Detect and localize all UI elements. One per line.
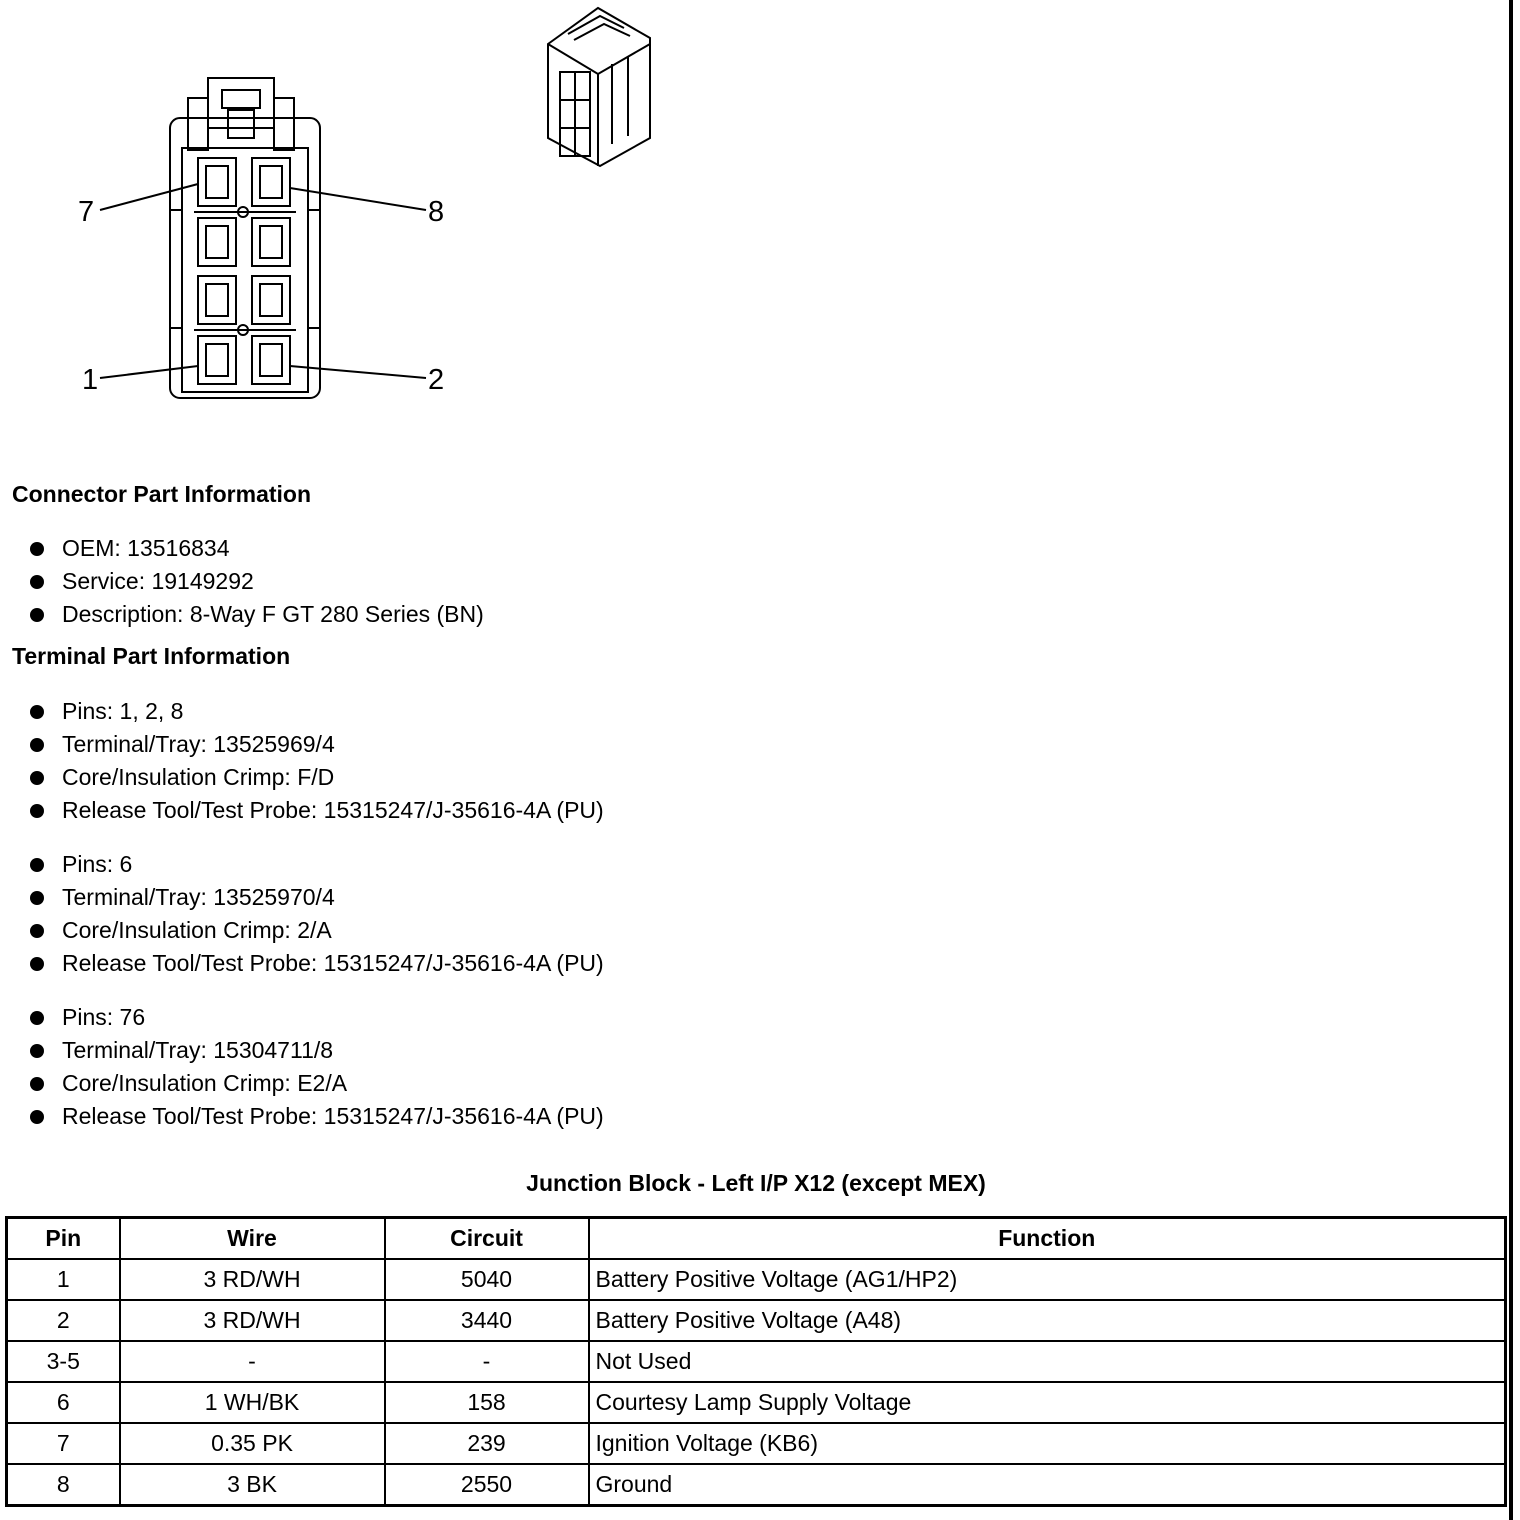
cell-pin: 2 [7, 1300, 120, 1341]
pin-label-8: 8 [428, 196, 445, 228]
list-item: OEM: 13516834 [30, 532, 484, 565]
cell-wire: 3 BK [120, 1464, 385, 1506]
cell-circuit: 158 [385, 1382, 589, 1423]
cell-pin: 7 [7, 1423, 120, 1464]
connector-face-drawing [70, 70, 460, 410]
cell-pin: 3-5 [7, 1341, 120, 1382]
table-row [7, 1300, 1506, 1341]
connector-info-title: Connector Part Information [12, 481, 312, 507]
list-item: Pins: 6 [30, 848, 604, 881]
cell-function: Ignition Voltage (KB6) [589, 1423, 1506, 1464]
cell-wire: 3 RD/WH [120, 1259, 385, 1300]
table-row [7, 1464, 1506, 1506]
header-circuit: Circuit [385, 1218, 589, 1260]
cell-pin: 8 [7, 1464, 120, 1506]
cell-wire: - [120, 1341, 385, 1382]
pin-label-1: 1 [82, 364, 99, 396]
table-row [7, 1259, 1506, 1300]
cell-function: Not Used [589, 1341, 1506, 1382]
table-row [7, 1341, 1506, 1382]
list-item: Core/Insulation Crimp: E2/A [30, 1067, 604, 1100]
list-item: Release Tool/Test Probe: 15315247/J-35616-4A (PU) [30, 794, 604, 827]
list-item: Terminal/Tray: 15304711/8 [30, 1034, 604, 1067]
cell-function: Battery Positive Voltage (A48) [589, 1300, 1506, 1341]
connector-isometric-view [538, 4, 658, 168]
cell-function: Courtesy Lamp Supply Voltage [589, 1382, 1506, 1423]
cavity-grid [198, 158, 290, 384]
cell-circuit: 3440 [385, 1300, 589, 1341]
table-header-row [7, 1218, 1506, 1260]
cell-circuit: 5040 [385, 1259, 589, 1300]
list-item: Service: 19149292 [30, 565, 484, 598]
cell-circuit: - [385, 1341, 589, 1382]
pinout-table [5, 1216, 1507, 1507]
list-item: Pins: 1, 2, 8 [30, 695, 604, 728]
list-item: Core/Insulation Crimp: 2/A [30, 914, 604, 947]
list-item: Description: 8-Way F GT 280 Series (BN) [30, 598, 484, 631]
cell-circuit: 239 [385, 1423, 589, 1464]
cell-function: Ground [589, 1464, 1506, 1506]
list-item: Release Tool/Test Probe: 15315247/J-35616-4A (PU) [30, 1100, 604, 1133]
list-item: Release Tool/Test Probe: 15315247/J-35616-4A (PU) [30, 947, 604, 980]
cell-wire: 3 RD/WH [120, 1300, 385, 1341]
terminal-group-2 [30, 848, 604, 980]
cell-wire: 1 WH/BK [120, 1382, 385, 1423]
connector-isometric-drawing [538, 4, 658, 168]
terminal-info-title: Terminal Part Information [12, 643, 291, 669]
pin-label-7: 7 [78, 196, 95, 228]
cell-pin: 1 [7, 1259, 120, 1300]
page-right-border [1509, 0, 1513, 1520]
cell-wire: 0.35 PK [120, 1423, 385, 1464]
cell-pin: 6 [7, 1382, 120, 1423]
header-pin: Pin [7, 1218, 120, 1260]
terminal-group-3 [30, 1001, 604, 1133]
header-function: Function [589, 1218, 1506, 1260]
cell-circuit: 2550 [385, 1464, 589, 1506]
connector-face-diagram [70, 70, 460, 410]
table-row [7, 1382, 1506, 1423]
pin-label-2: 2 [428, 364, 445, 396]
table-row [7, 1423, 1506, 1464]
connector-info-list [30, 532, 484, 631]
cell-function: Battery Positive Voltage (AG1/HP2) [589, 1259, 1506, 1300]
header-wire: Wire [120, 1218, 385, 1260]
list-item: Core/Insulation Crimp: F/D [30, 761, 604, 794]
terminal-group-1 [30, 695, 604, 827]
list-item: Pins: 76 [30, 1001, 604, 1034]
list-item: Terminal/Tray: 13525970/4 [30, 881, 604, 914]
list-item: Terminal/Tray: 13525969/4 [30, 728, 604, 761]
table-title: Junction Block - Left I/P X12 (except MEX) [526, 1170, 986, 1196]
